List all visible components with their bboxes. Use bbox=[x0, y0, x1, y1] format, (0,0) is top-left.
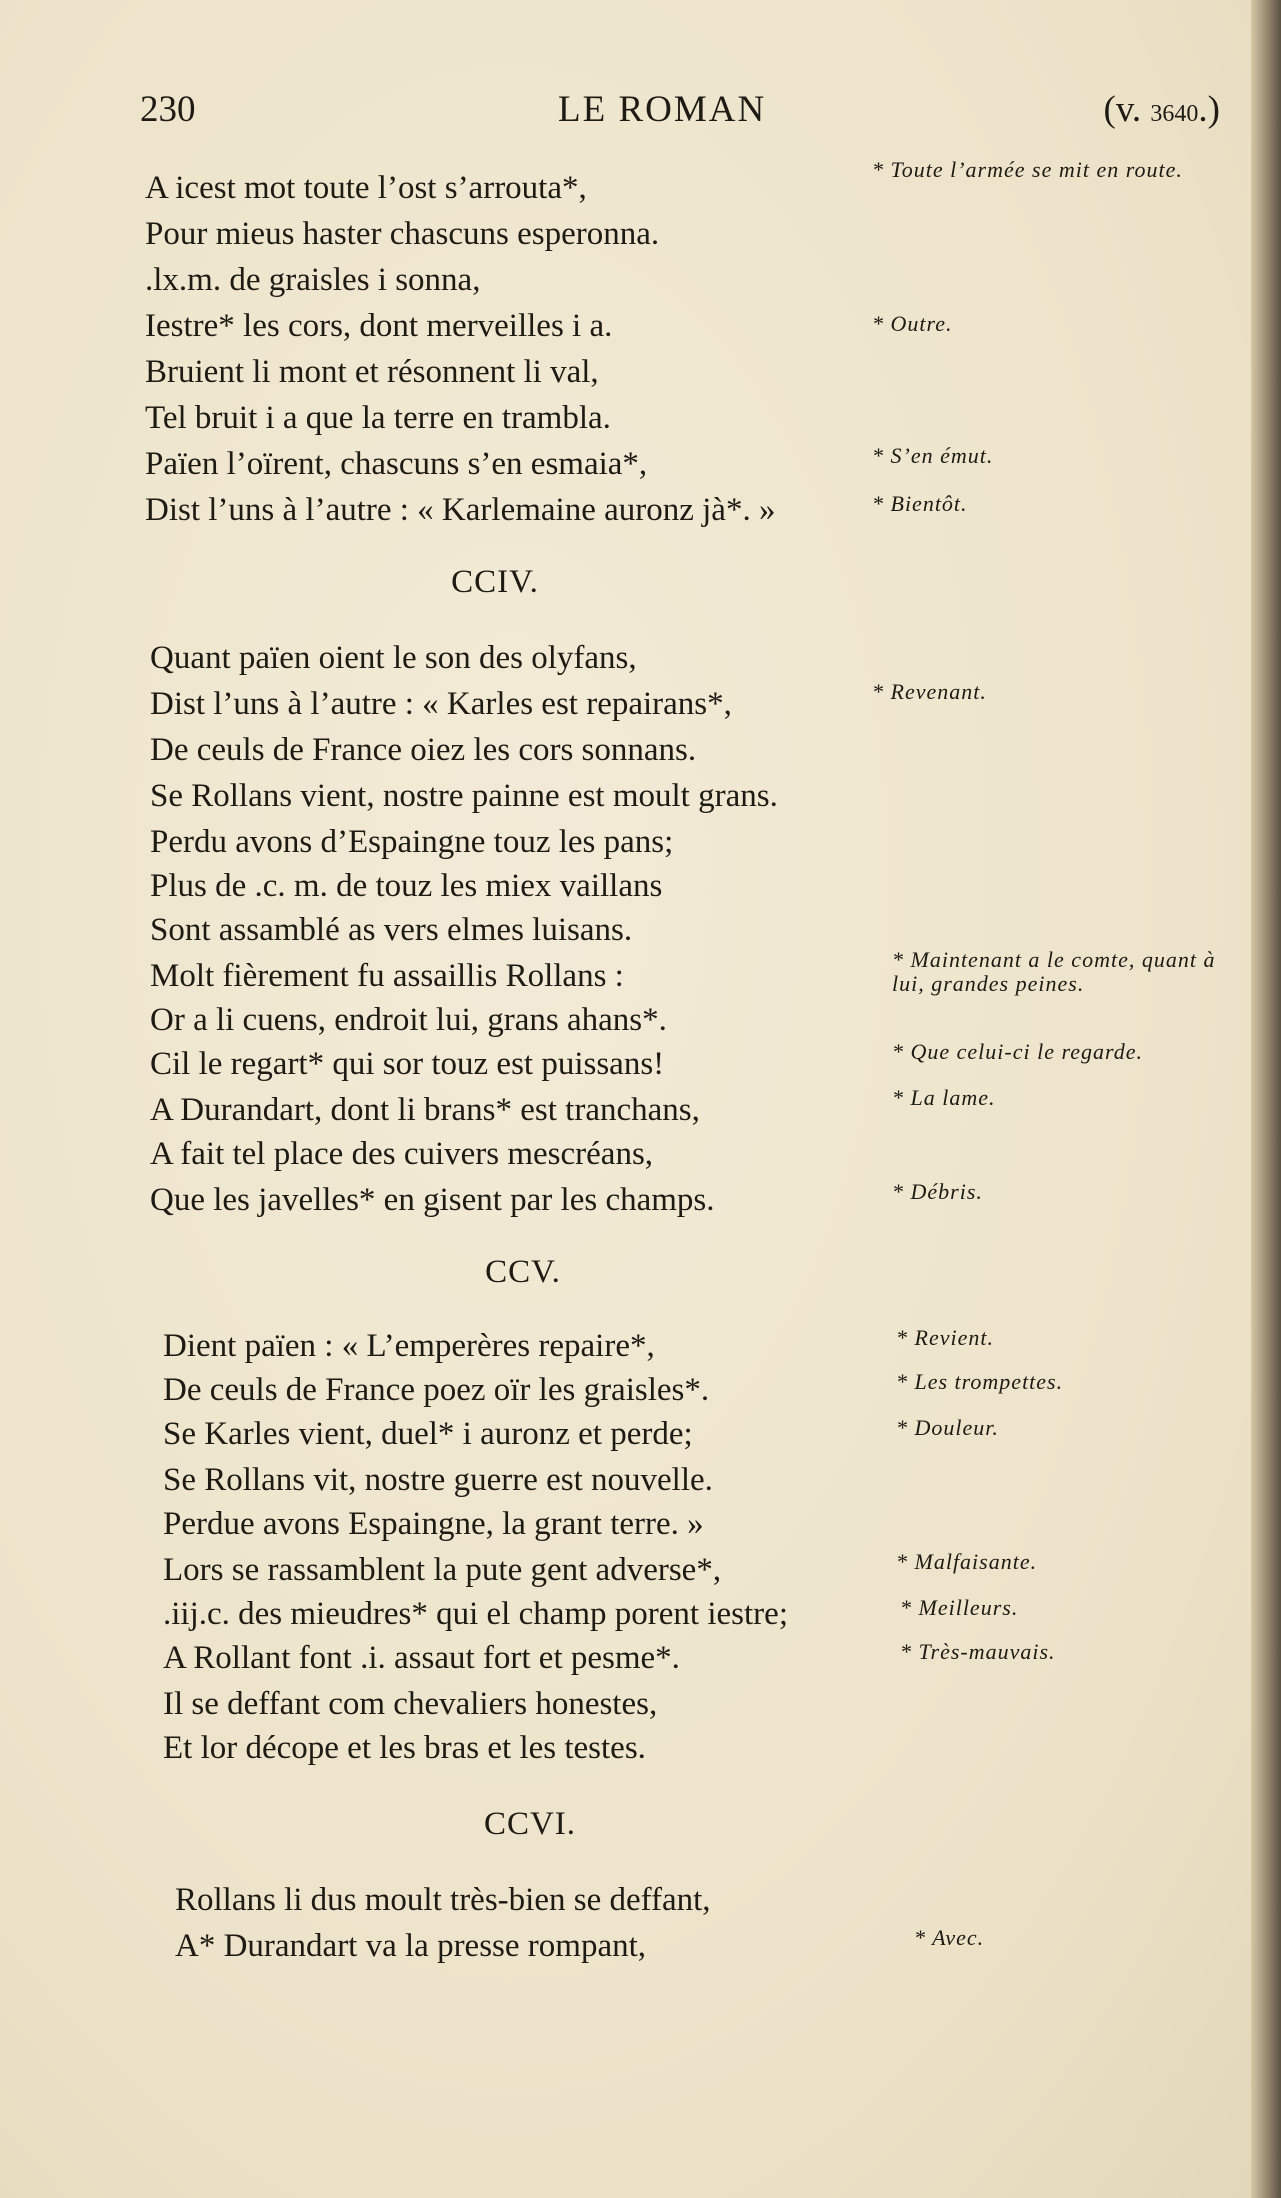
verse-line: Il se deffant com chevaliers honestes, bbox=[163, 1686, 658, 1722]
verse-line: Bruient li mont et résonnent li val, bbox=[145, 354, 599, 390]
stanza-heading: CCIV. bbox=[451, 564, 539, 600]
gloss-note: * Malfaisante. bbox=[896, 1549, 1038, 1574]
gloss-note: * Outre. bbox=[872, 311, 953, 336]
stanza-heading: CCV. bbox=[485, 1254, 561, 1290]
verse-line: A* Durandart va la presse rompant, bbox=[175, 1928, 647, 1964]
verse-line: .lx.m. de graisles i sonna, bbox=[145, 262, 481, 298]
gloss-note: * Que celui-ci le regarde. bbox=[892, 1039, 1144, 1064]
verse-line: Pour mieus haster chascuns esperonna. bbox=[145, 216, 660, 252]
verse-line: Tel bruit i a que la terre en trambla. bbox=[145, 400, 611, 436]
verse-line: Et lor décope et les bras et les testes. bbox=[163, 1730, 646, 1766]
verse-line: Perdue avons Espaingne, la grant terre. » bbox=[163, 1506, 704, 1542]
verse-line: Dient païen : « L’emperères repaire*, bbox=[163, 1328, 655, 1364]
verse-line: A fait tel place des cuivers mescréans, bbox=[150, 1136, 654, 1172]
verse-line: Sont assamblé as vers elmes luisans. bbox=[150, 912, 633, 948]
verse-line: Or a li cuens, endroit lui, grans ahans*. bbox=[150, 1002, 667, 1038]
verse-line: De ceuls de France oiez les cors sonnans. bbox=[150, 732, 697, 768]
gloss-note: * La lame. bbox=[892, 1085, 996, 1110]
gloss-note: * Toute l’armée se mit en route. bbox=[872, 157, 1183, 182]
gloss-note: * S’en émut. bbox=[872, 443, 994, 468]
verse-line: A Durandart, dont li brans* est tranchans, bbox=[150, 1092, 700, 1128]
gloss-note: * Les trompettes. bbox=[896, 1369, 1064, 1394]
verse-line: Païen l’oïrent, chascuns s’en esmaia*, bbox=[145, 446, 648, 482]
gloss-note: * Très-mauvais. bbox=[900, 1639, 1056, 1664]
gloss-note: * Bientôt. bbox=[872, 491, 968, 516]
gloss-note: * Revient. bbox=[896, 1325, 994, 1350]
running-title: LE ROMAN bbox=[558, 89, 767, 130]
verse-reference: (v. 3640.) bbox=[1103, 89, 1220, 130]
verse-line: Plus de .c. m. de touz les miex vaillans bbox=[150, 868, 663, 904]
verse-line: Se Karles vient, duel* i auronz et perde; bbox=[163, 1416, 693, 1452]
verse-line: Cil le regart* qui sor touz est puissans! bbox=[150, 1046, 665, 1082]
page-number: 230 bbox=[140, 89, 196, 130]
stanza-heading: CCVI. bbox=[483, 1806, 577, 1842]
verse-line: Molt fièrement fu assaillis Rollans : bbox=[150, 958, 624, 994]
verse-line: Iestre* les cors, dont merveilles i a. bbox=[145, 308, 613, 344]
gloss-note: * Meilleurs. bbox=[900, 1595, 1019, 1620]
verse-line: Lors se rassamblent la pute gent adverse*, bbox=[163, 1552, 722, 1588]
verse-line: De ceuls de France poez oïr les graisles*. bbox=[163, 1372, 710, 1408]
verse-line: A Rollant font .i. assaut fort et pesme*. bbox=[163, 1640, 680, 1676]
gloss-note: * Débris. bbox=[892, 1179, 983, 1204]
verse-line: Dist l’uns à l’autre : « Karlemaine auronz jà*. » bbox=[145, 492, 776, 528]
verse-line: Que les javelles* en gisent par les champs. bbox=[150, 1182, 715, 1218]
verse-line: Perdu avons d’Espaingne touz les pans; bbox=[150, 824, 674, 860]
verse-line: Rollans li dus moult très-bien se deffant, bbox=[175, 1882, 711, 1918]
running-header bbox=[140, 88, 1220, 138]
verse-line: Se Rollans vient, nostre painne est moult grans. bbox=[150, 778, 778, 814]
gloss-note: * Avec. bbox=[914, 1925, 985, 1950]
verse-line: Se Rollans vit, nostre guerre est nouvelle. bbox=[163, 1462, 713, 1498]
verse-line: Quant païen oient le son des olyfans, bbox=[150, 640, 637, 676]
book-spine-shadow bbox=[1251, 0, 1281, 2198]
verse-line: A icest mot toute l’ost s’arrouta*, bbox=[145, 170, 587, 206]
verse-line: Dist l’uns à l’autre : « Karles est repairans*, bbox=[150, 686, 732, 722]
gloss-note: * Maintenant a le comte, quant à lui, grandes peines. bbox=[892, 947, 1216, 996]
gloss-note: * Revenant. bbox=[872, 679, 987, 704]
verse-line: .iij.c. des mieudres* qui el champ porent iestre; bbox=[163, 1596, 788, 1632]
gloss-note: * Douleur. bbox=[896, 1415, 999, 1440]
